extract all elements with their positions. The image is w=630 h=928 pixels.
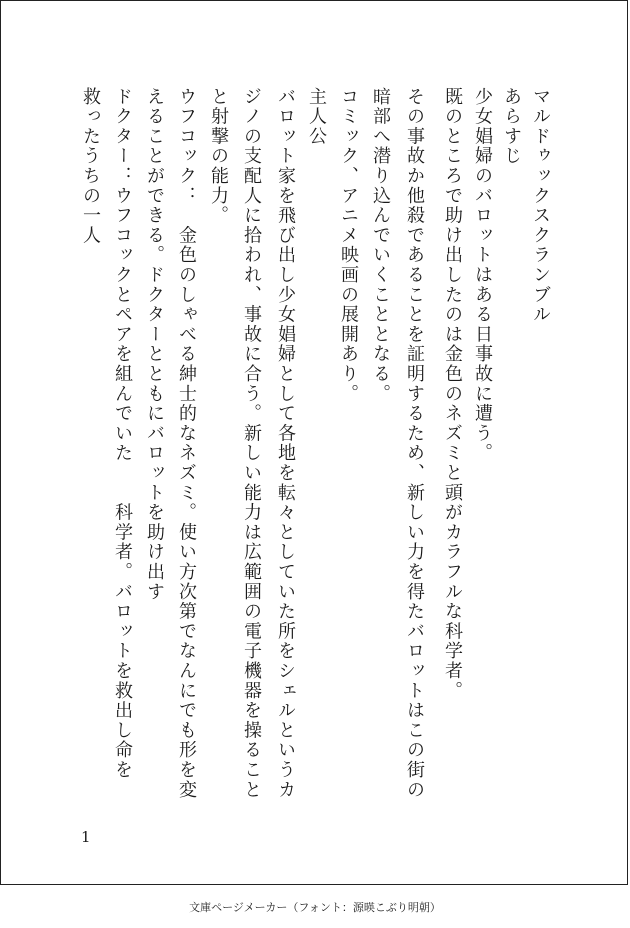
text-line: 救ったうちの一人 xyxy=(80,87,101,246)
text-line: その事故か他殺であることを証明するため、新しい力を得たバロットはこの街の xyxy=(404,87,425,800)
text-line: ウフコック： 金色のしゃべる紳士的なネズミ。使い方次第でなんにでも形を変 xyxy=(176,87,197,800)
text-line: 少女娼婦のバロットはある日事故に遭う。 xyxy=(472,87,493,464)
text-line-synopsis-heading: あらすじ xyxy=(501,87,522,167)
text-line: コミック、アニメ映画の展開あり。 xyxy=(338,87,359,404)
text-line: バロット家を飛び出し少女娼婦として各地を転々としていた所をシェルというカ xyxy=(275,87,296,800)
text-line-title: マルドゥックスクランブル xyxy=(530,87,551,325)
text-line-characters-heading: 主人公 xyxy=(306,87,327,147)
text-line: 既のところで助け出したのは金色のネズミと頭がカラフルな科学者。 xyxy=(442,87,463,701)
text-line: と射撃の能力。 xyxy=(208,87,229,226)
text-line: ドクター：ウフコックとペアを組んでいた 科学者。バロットを救出し命を xyxy=(112,87,133,780)
page-number: 1 xyxy=(81,828,91,846)
text-line: 暗部へ潜り込んでいくこととなる。 xyxy=(370,87,391,404)
footer-credit: 文庫ページメーカー（フォント：源暎こぶり明朝） xyxy=(189,901,441,914)
text-line: えることができる。ドクターとともにバロットを助け出す xyxy=(144,87,165,602)
text-line: ジノの支配人に拾われ、事故に合う。新しい能力は広範囲の電子機器を操ること xyxy=(241,87,262,800)
